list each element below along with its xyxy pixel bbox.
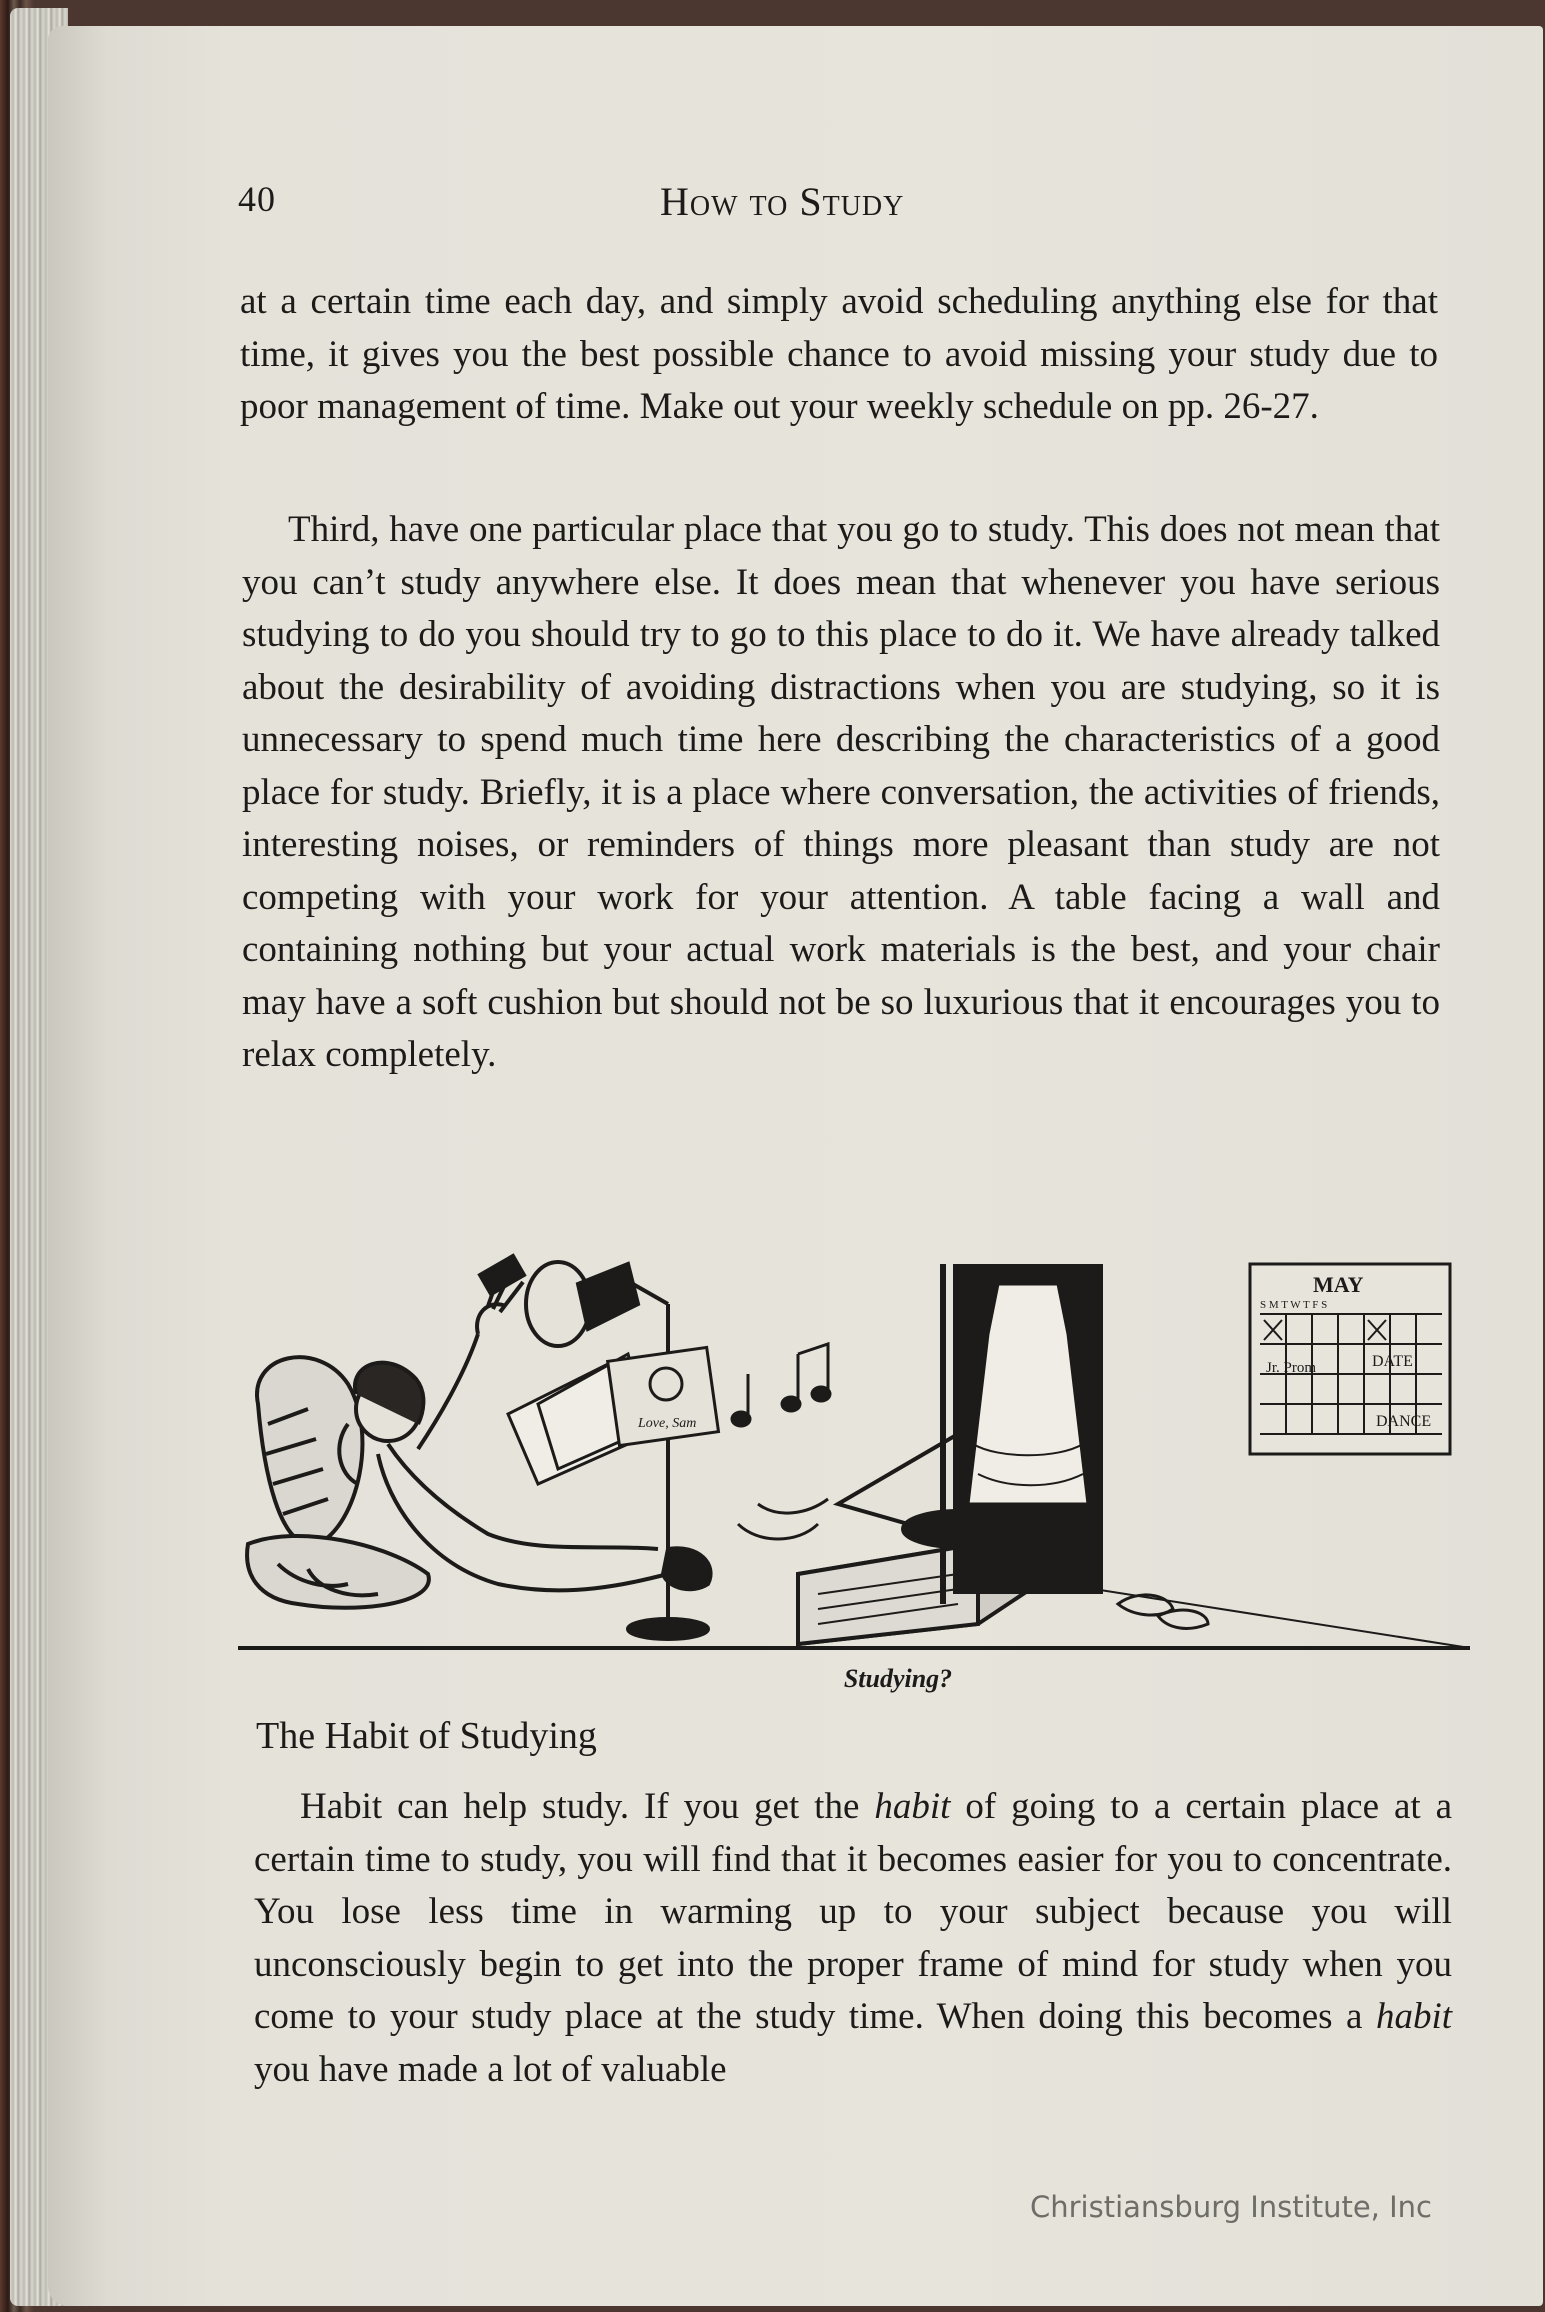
page-header: [48, 178, 1543, 238]
paragraph-habit-text-2: of going to a certain place at a certain time to study, you will find that it becomes easier for you to concentrate. You lose less time in warming up to your subject because you will unconsciously begin to get into the proper frame of mind for study when you come to your study place at the study time. When doing this becomes a: [254, 1786, 1453, 2037]
book-page: [48, 26, 1543, 2306]
illustration-caption: Studying?: [843, 1664, 953, 1693]
paragraph-study-place: [242, 504, 1440, 1082]
wall-calendar: [1250, 1264, 1450, 1454]
section-heading: The Habit of Studying: [256, 1715, 597, 1757]
paragraph-study-place-text: Third, have one particular place that you go to study. This does not mean that you can’t study anywhere else. It does mean that whenever you have serious studying to do you should try to go to this place to do it. We have already talked about the desirability of avoiding distractions when you are studying, so it is unnecessary to spend much time here describing the characteristics of a good place for study. Briefly, it is a place where conversation, the activities of friends, interesting noises, or reminders of things more pleasant than study are not competing with your work for your attention. A table facing a wall and containing nothing but your actual work materials is the best, and your chair may have a soft cushion but should not be so luxurious that it encourages you to relax completely.: [242, 509, 1440, 1075]
calendar-month: MAY: [1313, 1272, 1364, 1297]
running-head: How to Study: [660, 179, 905, 224]
calendar-note-date: DATE: [1372, 1353, 1413, 1370]
calendar-note-prom: Jr. Prom: [1266, 1360, 1317, 1376]
paragraph-habit-text-3: you have made a lot of valuable: [254, 2048, 727, 2090]
paragraph-continued: at a certain time each day, and simply avoid scheduling anything else for that time, it gives you the best possible chance to avoid missing your study due to poor management of time. Make out your weekly schedule on pp. 26-27.: [240, 281, 1438, 427]
shoes: [1118, 1595, 1208, 1628]
paragraph-habit-text-1: Habit can help study. If you get the: [300, 1786, 875, 1827]
music-notes: [732, 1344, 830, 1539]
closet-with-dress: [943, 1264, 1103, 1604]
calendar-note-dance: DANCE: [1376, 1413, 1432, 1430]
paragraph-habit: [254, 1781, 1452, 2096]
page-number: 40: [238, 179, 276, 219]
emphasis-habit-2: habit: [1375, 1996, 1452, 2037]
framed-photo: [608, 1347, 719, 1445]
cartoon-illustration: [238, 1244, 1470, 1664]
watermark-text: Christiansburg Institute, Inc: [1030, 2190, 1432, 2224]
emphasis-habit-1: habit: [874, 1786, 951, 1827]
calendar-weekdays: S M T W T F S: [1260, 1299, 1328, 1311]
photo-inscription: Love, Sam: [638, 1416, 697, 1431]
